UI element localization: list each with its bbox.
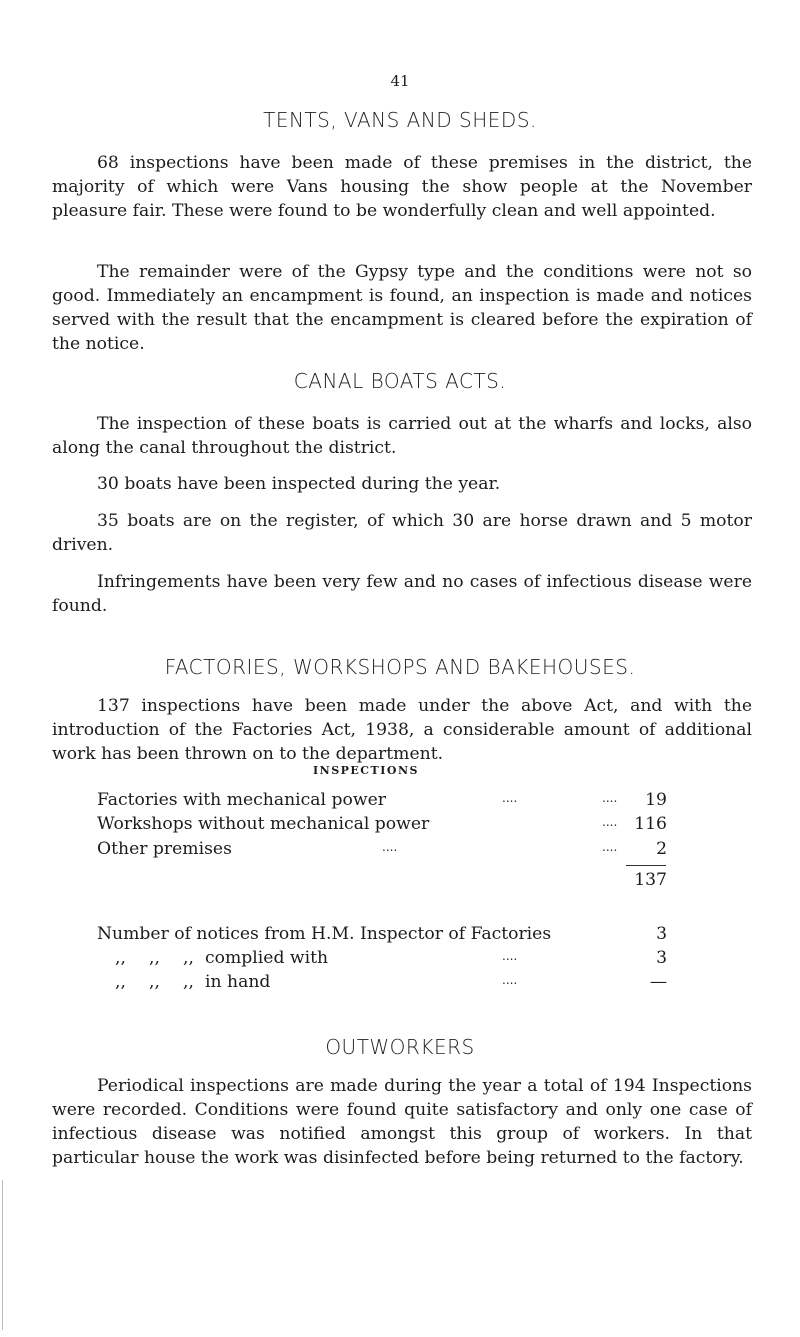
paragraph: The remainder were of the Gypsy type and the conditions were not so good. Immediately an encampment is found, an inspection is made and notices served with the result that the encampment is cleared before the expiration of the notice. — [52, 262, 752, 354]
heading-factories-workshops-bakehouses: FACTORIES, WORKSHOPS AND BAKEHOUSES. — [164, 655, 636, 679]
row-value: 116 — [634, 814, 667, 834]
ditto-mark: ,, — [183, 948, 194, 968]
heading-canal-boats-acts: CANAL BOATS ACTS. — [293, 369, 507, 393]
paragraph: Periodical inspections are made during the year a total of 194 Inspections were recorded. Conditions were found quite satisfactory and only one case of infectious disease was notified amongst this group of workers. In that particular house the work was disinfected before being returned to the factory. — [52, 1076, 752, 1168]
heading-outworkers: OUTWORKERS — [325, 1035, 475, 1059]
row-label: Factories with mechanical power — [97, 790, 386, 810]
page-number: 41 — [390, 72, 410, 90]
dot-leader: .... — [602, 791, 618, 805]
paragraph: 35 boats are on the register, of which 30 are horse drawn and 5 motor driven. — [52, 511, 752, 555]
page-edge-shadow — [2, 1180, 3, 1330]
total-rule — [626, 865, 666, 866]
table-row — [97, 946, 667, 970]
row-value: — — [649, 972, 667, 992]
ditto-mark: ,, — [149, 948, 160, 968]
row-value: 3 — [656, 924, 667, 944]
dot-leader: .... — [502, 973, 518, 987]
paragraph: 30 boats have been inspected during the year. — [97, 474, 501, 494]
table-row — [97, 812, 667, 836]
ditto-mark: ,, — [115, 972, 126, 992]
row-label: Workshops without mechanical power — [97, 814, 430, 834]
table-row — [97, 970, 667, 994]
dot-leader: .... — [382, 840, 398, 854]
row-label: Number of notices from H.M. Inspector of Factories — [97, 924, 552, 944]
row-value: 3 — [656, 948, 667, 968]
row-value: 2 — [656, 839, 667, 859]
paragraph: 137 inspections have been made under the above Act, and with the introduction of the Factories Act, 1938, a considerable amount of additional work has been thrown on to the department. — [52, 696, 752, 764]
paragraph: The inspection of these boats is carried out at the wharfs and locks, also along the canal throughout the district. — [52, 414, 752, 458]
paragraph: Infringements have been very few and no cases of infectious disease were found. — [52, 572, 752, 616]
dot-leader: .... — [502, 949, 518, 963]
dot-leader: .... — [602, 815, 618, 829]
row-label: Other premises — [97, 839, 232, 859]
inspections-total: 137 — [634, 870, 667, 890]
dot-leader: .... — [502, 791, 518, 805]
row-value: 19 — [645, 790, 667, 810]
row-label: complied with — [205, 948, 329, 968]
ditto-mark: ,, — [115, 948, 126, 968]
table-row — [97, 788, 667, 812]
row-label: in hand — [205, 972, 271, 992]
dot-leader: .... — [602, 840, 618, 854]
table-row — [97, 837, 667, 861]
table-row — [97, 922, 667, 946]
ditto-mark: ,, — [149, 972, 160, 992]
paragraph: 68 inspections have been made of these premises in the district, the majority of which were Vans housing the show people at the November pleasure fair. These were found to be wonderfully clean and well appointed. — [52, 153, 752, 221]
inspections-title: INSPECTIONS — [313, 764, 419, 777]
heading-tents-vans-sheds: TENTS, VANS AND SHEDS. — [263, 108, 537, 132]
ditto-mark: ,, — [183, 972, 194, 992]
